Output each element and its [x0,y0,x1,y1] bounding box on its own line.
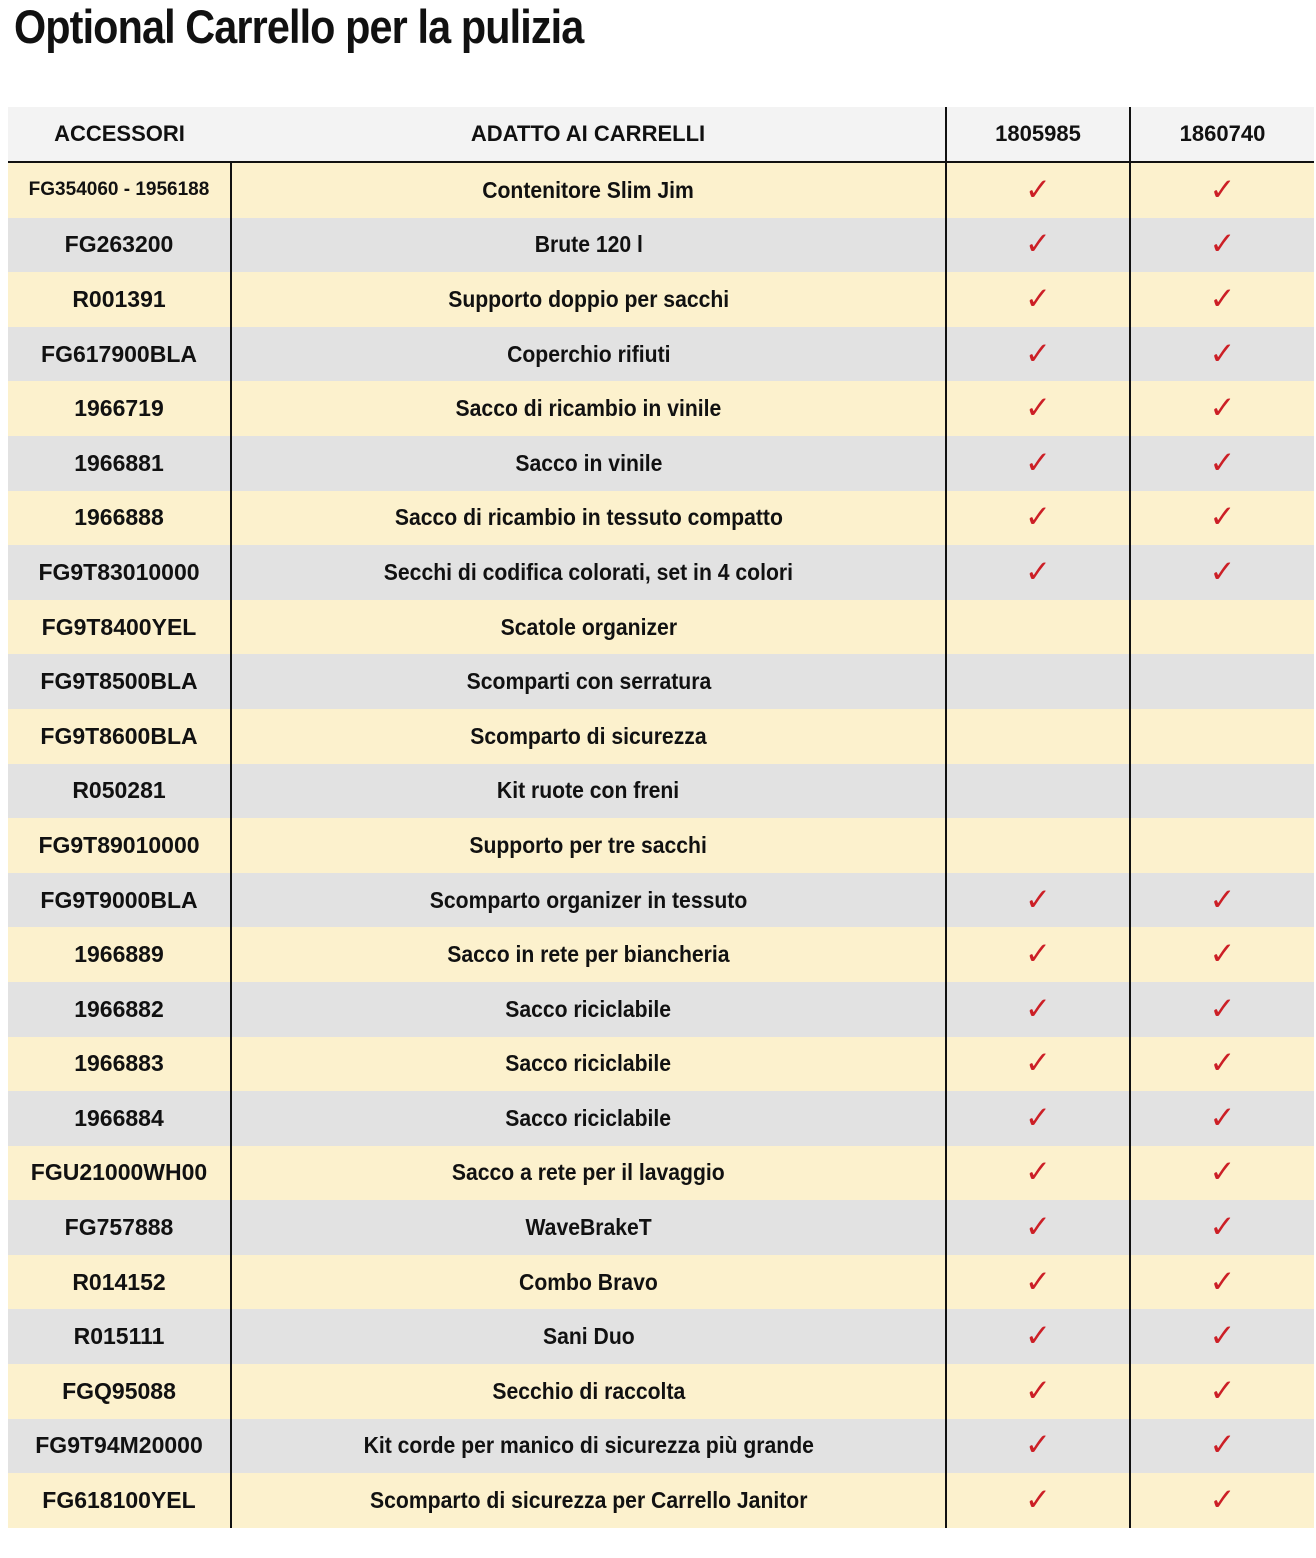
accessory-description-text: Sacco riciclabile [505,995,672,1022]
compat-1805985-cell [946,1091,1130,1146]
checkmark-icon: ✓ [1209,881,1236,918]
accessory-description [231,491,946,546]
compat-1805985-cell [946,1255,1130,1310]
compat-1805985-cell [946,654,1130,709]
accessory-description [231,818,946,873]
checkmark-icon: ✓ [1209,171,1236,208]
page-title: Optional Carrello per la pulizia [14,0,584,53]
accessory-description [231,982,946,1037]
accessory-description [231,545,946,600]
compat-1805985-cell [946,381,1130,436]
checkmark-icon: ✓ [1025,390,1051,427]
checkmark-icon: ✓ [1025,171,1051,208]
accessory-description [231,1309,946,1364]
table-row [8,654,1314,709]
compat-1805985-cell [946,1146,1130,1201]
accessory-description [231,381,946,436]
table-row [8,1309,1314,1364]
accessory-code: FG617900BLA [8,327,231,382]
accessory-code: R001391 [8,272,231,327]
accessory-description [231,654,946,709]
compat-1860740-cell [1130,1037,1314,1092]
accessory-description-text: Brute 120 l [534,231,643,258]
accessory-code: FG9T83010000 [8,545,231,600]
accessory-description-text: Sacco di ricambio in vinile [455,395,722,422]
table-row [8,1419,1314,1474]
checkmark-icon: ✓ [1209,1318,1236,1355]
accessory-description [231,162,946,218]
checkmark-icon: ✓ [1209,990,1236,1027]
compat-1860740-cell [1130,1146,1314,1201]
checkmark-icon: ✓ [1209,1209,1236,1246]
compat-1805985-cell [946,927,1130,982]
accessory-code: FG757888 [8,1200,231,1255]
compat-1860740-cell [1130,654,1314,709]
compat-1860740-cell [1130,818,1314,873]
table-row [8,218,1314,273]
compat-1805985-cell [946,873,1130,928]
header-adatto-ai-carrelli: ADATTO AI CARRELLI [231,107,946,162]
accessory-code: 1966719 [8,381,231,436]
accessory-code: FGU21000WH00 [8,1146,231,1201]
checkmark-icon: ✓ [1025,280,1051,317]
checkmark-icon: ✓ [1209,226,1236,263]
compat-1860740-cell [1130,1091,1314,1146]
accessory-description [231,1364,946,1419]
accessory-description [231,873,946,928]
accessory-description [231,327,946,382]
compat-1860740-cell [1130,764,1314,819]
checkmark-icon: ✓ [1209,553,1236,590]
accessories-table [8,107,1314,1528]
accessory-description-text: Scomparto organizer in tessuto [429,886,748,913]
accessory-description [231,1146,946,1201]
compat-1805985-cell [946,1419,1130,1474]
checkmark-icon: ✓ [1209,499,1236,536]
compat-1805985-cell [946,764,1130,819]
table-row [8,818,1314,873]
accessory-description-text: Sacco in vinile [514,449,662,476]
checkmark-icon: ✓ [1025,881,1051,918]
compat-1860740-cell [1130,1200,1314,1255]
accessory-description [231,1037,946,1092]
compat-1860740-cell [1130,709,1314,764]
table-row [8,1364,1314,1419]
accessory-code: FG9T8600BLA [8,709,231,764]
compat-1805985-cell [946,1364,1130,1419]
accessory-description-text: Sacco riciclabile [505,1050,672,1077]
accessory-description [231,218,946,273]
checkmark-icon: ✓ [1025,335,1051,372]
checkmark-icon: ✓ [1025,990,1051,1027]
checkmark-icon: ✓ [1025,1099,1051,1136]
accessory-description [231,1255,946,1310]
accessory-description-text: Secchi di codifica colorati, set in 4 colori [383,558,794,585]
header-accessori: ACCESSORI [8,107,231,162]
table-row [8,1255,1314,1310]
table-row [8,545,1314,600]
checkmark-icon: ✓ [1025,1209,1051,1246]
compat-1860740-cell [1130,162,1314,218]
table-row [8,873,1314,928]
checkmark-icon: ✓ [1025,1482,1051,1519]
compat-1805985-cell [946,818,1130,873]
compat-1860740-cell [1130,491,1314,546]
compat-1860740-cell [1130,600,1314,655]
accessory-code: FG263200 [8,218,231,273]
accessory-description [231,600,946,655]
accessory-description [231,1419,946,1474]
table-row [8,1037,1314,1092]
table-header-row [8,107,1314,162]
accessory-code: R014152 [8,1255,231,1310]
compat-1805985-cell [946,218,1130,273]
accessory-code: R015111 [8,1309,231,1364]
table-row [8,1200,1314,1255]
accessory-description-text: Coperchio rifiuti [506,340,671,367]
checkmark-icon: ✓ [1025,1427,1051,1464]
checkmark-icon: ✓ [1209,280,1236,317]
accessory-description [231,1473,946,1528]
accessory-description [231,709,946,764]
checkmark-icon: ✓ [1209,390,1236,427]
checkmark-icon: ✓ [1025,553,1051,590]
compat-1860740-cell [1130,436,1314,491]
compat-1805985-cell [946,1473,1130,1528]
table-row [8,327,1314,382]
compat-1860740-cell [1130,272,1314,327]
table-row [8,491,1314,546]
table-row [8,982,1314,1037]
table-row [8,927,1314,982]
accessory-code: R050281 [8,764,231,819]
checkmark-icon: ✓ [1025,1045,1051,1082]
accessory-code: FG9T8500BLA [8,654,231,709]
accessory-description-text: Scomparto di sicurezza per Carrello Janitor [369,1487,808,1514]
compat-1805985-cell [946,436,1130,491]
accessory-code: 1966883 [8,1037,231,1092]
compat-1860740-cell [1130,982,1314,1037]
checkmark-icon: ✓ [1025,1318,1051,1355]
table-row [8,381,1314,436]
compat-1860740-cell [1130,218,1314,273]
table-row [8,1146,1314,1201]
checkmark-icon: ✓ [1209,1372,1236,1409]
header-cart-1860740: 1860740 [1130,107,1314,162]
checkmark-icon: ✓ [1025,226,1051,263]
accessory-description [231,272,946,327]
checkmark-icon: ✓ [1025,936,1051,973]
accessory-description-text: Sacco a rete per il lavaggio [452,1159,725,1186]
checkmark-icon: ✓ [1025,499,1051,536]
checkmark-icon: ✓ [1209,1045,1236,1082]
checkmark-icon: ✓ [1025,1263,1051,1300]
accessory-description-text: Scomparto di sicurezza [470,722,707,749]
compat-1860740-cell [1130,545,1314,600]
accessory-code: FG9T8400YEL [8,600,231,655]
accessory-description [231,436,946,491]
accessory-code: 1966888 [8,491,231,546]
compat-1805985-cell [946,162,1130,218]
accessory-description-text: Sani Duo [542,1323,635,1350]
accessory-code: FG9T89010000 [8,818,231,873]
compat-1860740-cell [1130,381,1314,436]
checkmark-icon: ✓ [1209,936,1236,973]
accessory-description-text: Scomparti con serratura [466,668,711,695]
table-row [8,162,1314,218]
accessory-description-text: Contenitore Slim Jim [482,176,695,203]
checkmark-icon: ✓ [1209,444,1236,481]
accessory-description-text: Combo Bravo [519,1268,658,1295]
accessory-description-text: Scatole organizer [500,613,677,640]
compat-1860740-cell [1130,873,1314,928]
checkmark-icon: ✓ [1209,1263,1236,1300]
compat-1860740-cell [1130,327,1314,382]
compat-1805985-cell [946,491,1130,546]
compat-1860740-cell [1130,1255,1314,1310]
table-row [8,764,1314,819]
accessory-code: FG9T94M20000 [8,1419,231,1474]
accessory-description-text: Supporto per tre sacchi [469,831,708,858]
accessory-description [231,1091,946,1146]
compat-1805985-cell [946,1200,1130,1255]
checkmark-icon: ✓ [1025,1372,1051,1409]
accessory-code: FG354060 - 1956188 [8,162,231,218]
compat-1805985-cell [946,545,1130,600]
compat-1860740-cell [1130,927,1314,982]
header-cart-1805985: 1805985 [946,107,1130,162]
checkmark-icon: ✓ [1209,335,1236,372]
checkmark-icon: ✓ [1209,1099,1236,1136]
accessory-code: 1966881 [8,436,231,491]
checkmark-icon: ✓ [1209,1154,1236,1191]
accessory-code: FG9T9000BLA [8,873,231,928]
checkmark-icon: ✓ [1025,444,1051,481]
accessory-code: 1966889 [8,927,231,982]
compat-1805985-cell [946,272,1130,327]
accessory-description [231,1200,946,1255]
accessory-code: FG618100YEL [8,1473,231,1528]
compat-1860740-cell [1130,1364,1314,1419]
accessory-description-text: WaveBrakeT [525,1214,652,1241]
compat-1805985-cell [946,1037,1130,1092]
accessory-description-text: Sacco riciclabile [505,1104,672,1131]
accessory-description-text: Kit ruote con freni [497,777,680,804]
compat-1860740-cell [1130,1473,1314,1528]
table-row [8,1091,1314,1146]
table-row [8,709,1314,764]
compat-1860740-cell [1130,1419,1314,1474]
table-row [8,272,1314,327]
accessory-description-text: Secchio di raccolta [492,1377,685,1404]
accessory-code: 1966882 [8,982,231,1037]
checkmark-icon: ✓ [1025,1154,1051,1191]
accessory-description-text: Sacco in rete per biancheria [447,941,730,968]
accessory-description-text: Supporto doppio per sacchi [448,285,729,312]
compat-1860740-cell [1130,1309,1314,1364]
accessory-description [231,764,946,819]
compat-1805985-cell [946,1309,1130,1364]
checkmark-icon: ✓ [1209,1427,1236,1464]
checkmark-icon: ✓ [1209,1482,1236,1519]
accessory-description-text: Sacco di ricambio in tessuto compatto [394,504,783,531]
compat-1805985-cell [946,327,1130,382]
compat-1805985-cell [946,600,1130,655]
accessory-code: FGQ95088 [8,1364,231,1419]
accessory-description [231,927,946,982]
accessory-code: 1966884 [8,1091,231,1146]
table-body [8,162,1314,1528]
accessory-description-text: Kit corde per manico di sicurezza più grande [363,1432,814,1459]
table-row [8,1473,1314,1528]
table-row [8,600,1314,655]
table-row [8,436,1314,491]
compat-1805985-cell [946,709,1130,764]
compat-1805985-cell [946,982,1130,1037]
